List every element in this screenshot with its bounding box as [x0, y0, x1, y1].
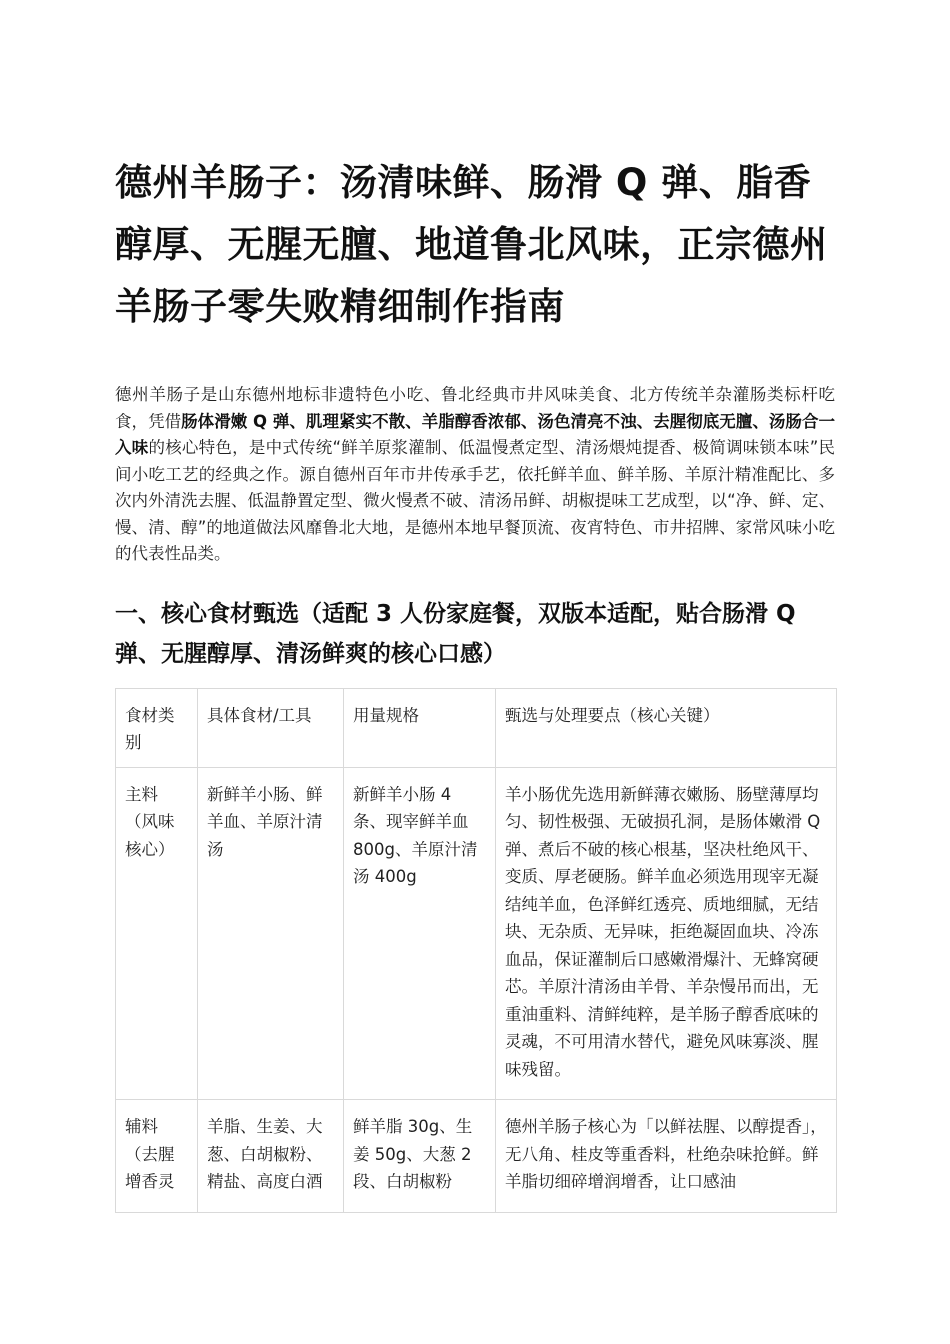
intro-paragraph [115, 382, 835, 568]
cell-category: 辅料（去腥增香灵 [116, 1100, 198, 1213]
cell-amount: 新鲜羊小肠 4 条、现宰鲜羊血 800g、羊原汁清汤 400g [344, 767, 496, 1100]
table-row [116, 1100, 837, 1213]
table-header-row [116, 688, 837, 767]
table-row [116, 767, 837, 1100]
section-heading-ingredients: 一、核心食材甄选（适配 3 人份家庭餐，双版本适配，贴合肠滑 Q 弹、无腥醇厚、清汤鲜爽的核心口感） [115, 600, 796, 667]
document-title: 德州羊肠子：汤清味鲜、肠滑 Q 弹、脂香醇厚、无腥无膻、地道鲁北风味，正宗德州羊肠子零失败精细制作指南 [115, 161, 828, 328]
header-amount: 用量规格 [344, 688, 496, 767]
cell-items: 新鲜羊小肠、鲜羊血、羊原汁清汤 [198, 767, 344, 1100]
intro-highlight: 肠体滑嫩 Q 弹、肌理紧实不散、羊脂醇香浓郁、汤色清亮不浊、去腥彻底无膻、汤肠合一入味 [115, 411, 836, 457]
cell-notes: 德州羊肠子核心为「以鲜祛腥、以醇提香」，无八角、桂皮等重香料，杜绝杂味抢鲜。鲜羊脂切细碎增润增香，让口感油 [496, 1100, 837, 1213]
cell-amount: 鲜羊脂 30g、生姜 50g、大葱 2 段、白胡椒粉 [344, 1100, 496, 1213]
cell-notes: 羊小肠优先选用新鲜薄衣嫩肠、肠壁薄厚均匀、韧性极强、无破损孔洞，是肠体嫩滑 Q 弹、煮后不破的核心根基，坚决杜绝风干、变质、厚老硬肠。鲜羊血必须选用现宰无凝结纯羊血，色泽鲜红透亮、质地细腻，无结块、无杂质、无异味，拒绝凝固血块、冷冻血品，保证灌制后口感嫩滑爆汁、无蜂窝硬芯。羊原汁清汤由羊骨、羊杂慢吊而出，无重油重料、清鲜纯粹，是羊肠子醇香底味的灵魂，不可用清水替代，避免风味寡淡、腥味残留。 [496, 767, 837, 1100]
cell-category: 主料（风味核心） [116, 767, 198, 1100]
header-notes: 甄选与处理要点（核心关键） [496, 688, 837, 767]
header-category: 食材类别 [116, 688, 198, 767]
intro-text-part2: 的核心特色，是中式传统“鲜羊原浆灌制、低温慢煮定型、清汤煨炖提香、极简调味锁本味”民间小吃工艺的经典之作。源自德州百年市井传承手艺，依托鲜羊血、鲜羊肠、羊原汁精准配比、多次内外清洗去腥、低温静置定型、微火慢煮不破、清汤吊鲜、胡椒提味工艺成型，以“净、鲜、定、慢、清、醇”的地道做法风靡鲁北大地，是德州本地早餐顶流、夜宵特色、市井招牌、家常风味小吃的代表性品类。 [115, 438, 835, 563]
intro-text-part1: 德州羊肠子是山东德州地标非遗特色小吃、鲁北经典市井风味美食、北方传统羊杂灌肠类标杆吃食，凭借 [115, 385, 835, 431]
document-page [115, 152, 835, 1213]
header-items: 具体食材/工具 [198, 688, 344, 767]
cell-items: 羊脂、生姜、大葱、白胡椒粉、精盐、高度白酒 [198, 1100, 344, 1213]
ingredients-table [115, 688, 837, 1213]
